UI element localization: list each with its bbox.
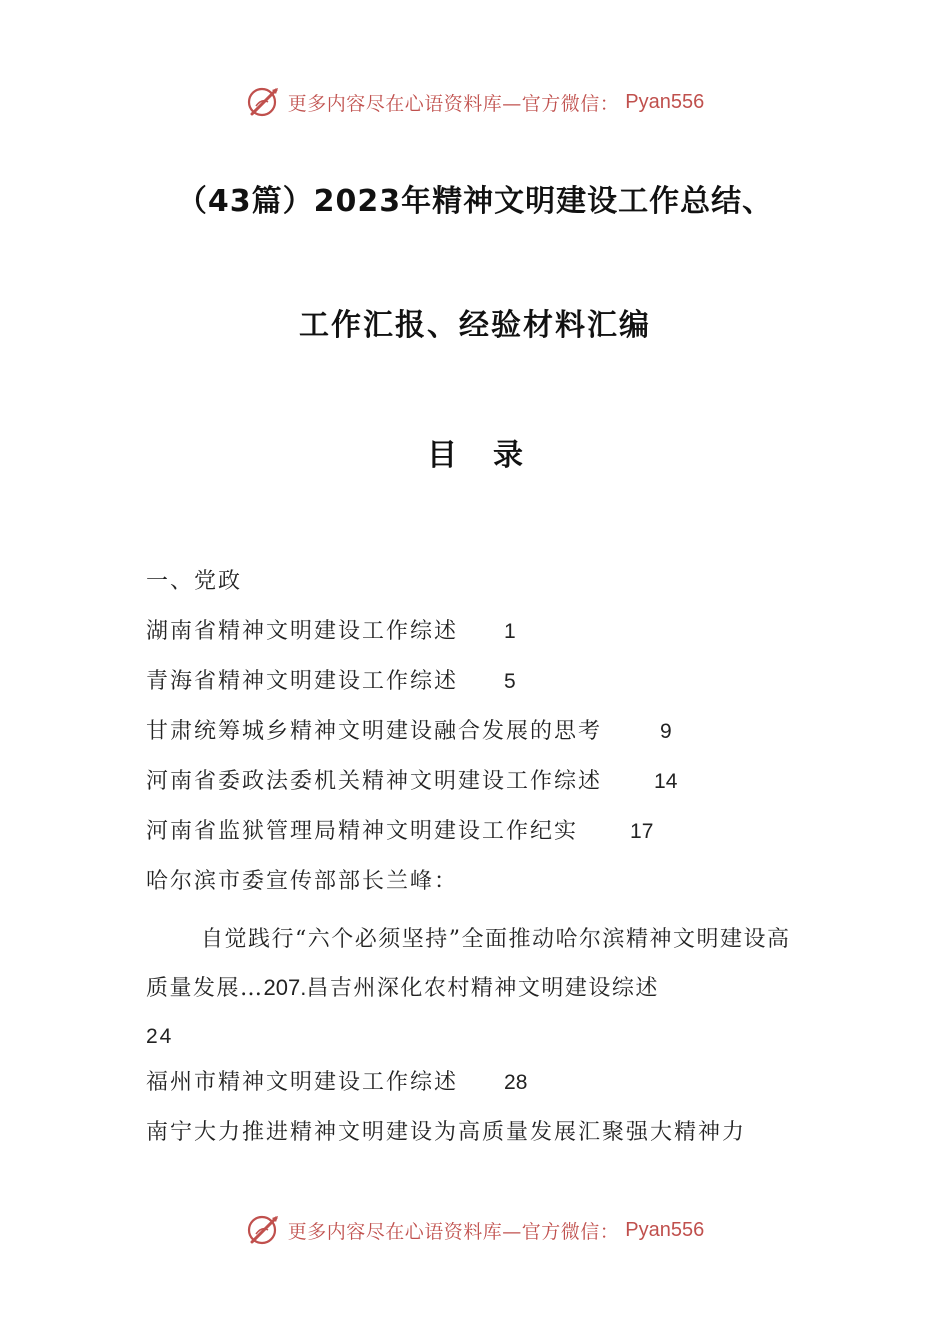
toc-entry-title: 河南省委政法委机关精神文明建设工作综述 — [146, 769, 603, 794]
toc-entry-page: 17 — [630, 820, 654, 843]
toc-entry-page: 1 — [504, 620, 516, 643]
watermark-text: 更多内容尽在心语资料库—官方微信： — [287, 92, 620, 115]
watermark-wechat-id: Pyan556 — [625, 1218, 705, 1241]
toc-changji-page: 24 — [146, 1025, 174, 1048]
toc-entry-page: 5 — [504, 670, 516, 693]
toc-entry-title: 福州市精神文明建设工作综述 — [146, 1070, 459, 1095]
document-title-line-1: （43篇）2023年精神文明建设工作总结、 — [176, 184, 774, 219]
toc-entry-title: 甘肃统筹城乡精神文明建设融合发展的思考 — [146, 719, 603, 744]
document-title-line-2: 工作汇报、经验材料汇编 — [299, 308, 651, 343]
toc-entry-title: 青海省精神文明建设工作综述 — [146, 669, 459, 694]
table-of-contents — [146, 562, 810, 1163]
toc-entry-title: 湖南省精神文明建设工作综述 — [146, 619, 459, 644]
toc-section-heading: 一、党政 — [146, 569, 243, 594]
pen-logo-icon — [246, 84, 282, 120]
toc-entry[interactable] — [146, 612, 810, 662]
toc-entry[interactable] — [146, 762, 810, 812]
toc-entry-page: 28 — [504, 1071, 528, 1094]
toc-harbin-text: 自觉践行“六个必须坚持”全面推动哈尔滨精神文明建设高质量发展… — [146, 927, 791, 1001]
toc-entry[interactable] — [146, 1063, 810, 1113]
toc-heading: 目录 — [427, 438, 559, 473]
toc-changji-title: 昌吉州深化农村精神文明建设综述 — [306, 976, 659, 1001]
toc-entry[interactable] — [146, 662, 810, 712]
toc-entry[interactable] — [146, 812, 810, 862]
toc-entry-page: 9 — [660, 720, 672, 743]
toc-entry-page: 14 — [654, 770, 678, 793]
toc-entry-nanning[interactable]: 南宁大力推进精神文明建设为高质量发展汇聚强大精神力 — [146, 1120, 747, 1145]
watermark-header — [0, 82, 950, 122]
toc-entry[interactable] — [146, 712, 810, 762]
toc-harbin-paragraph[interactable] — [146, 916, 810, 1013]
watermark-wechat-id: Pyan556 — [625, 90, 705, 113]
watermark-footer — [0, 1210, 950, 1250]
toc-harbin-number: 207. — [263, 975, 307, 1000]
pen-logo-icon — [246, 1212, 282, 1248]
toc-entry-title: 河南省监狱管理局精神文明建设工作纪实 — [146, 819, 579, 844]
watermark-text: 更多内容尽在心语资料库—官方微信： — [287, 1220, 620, 1243]
toc-harbin-heading: 哈尔滨市委宣传部部长兰峰： — [146, 869, 459, 894]
